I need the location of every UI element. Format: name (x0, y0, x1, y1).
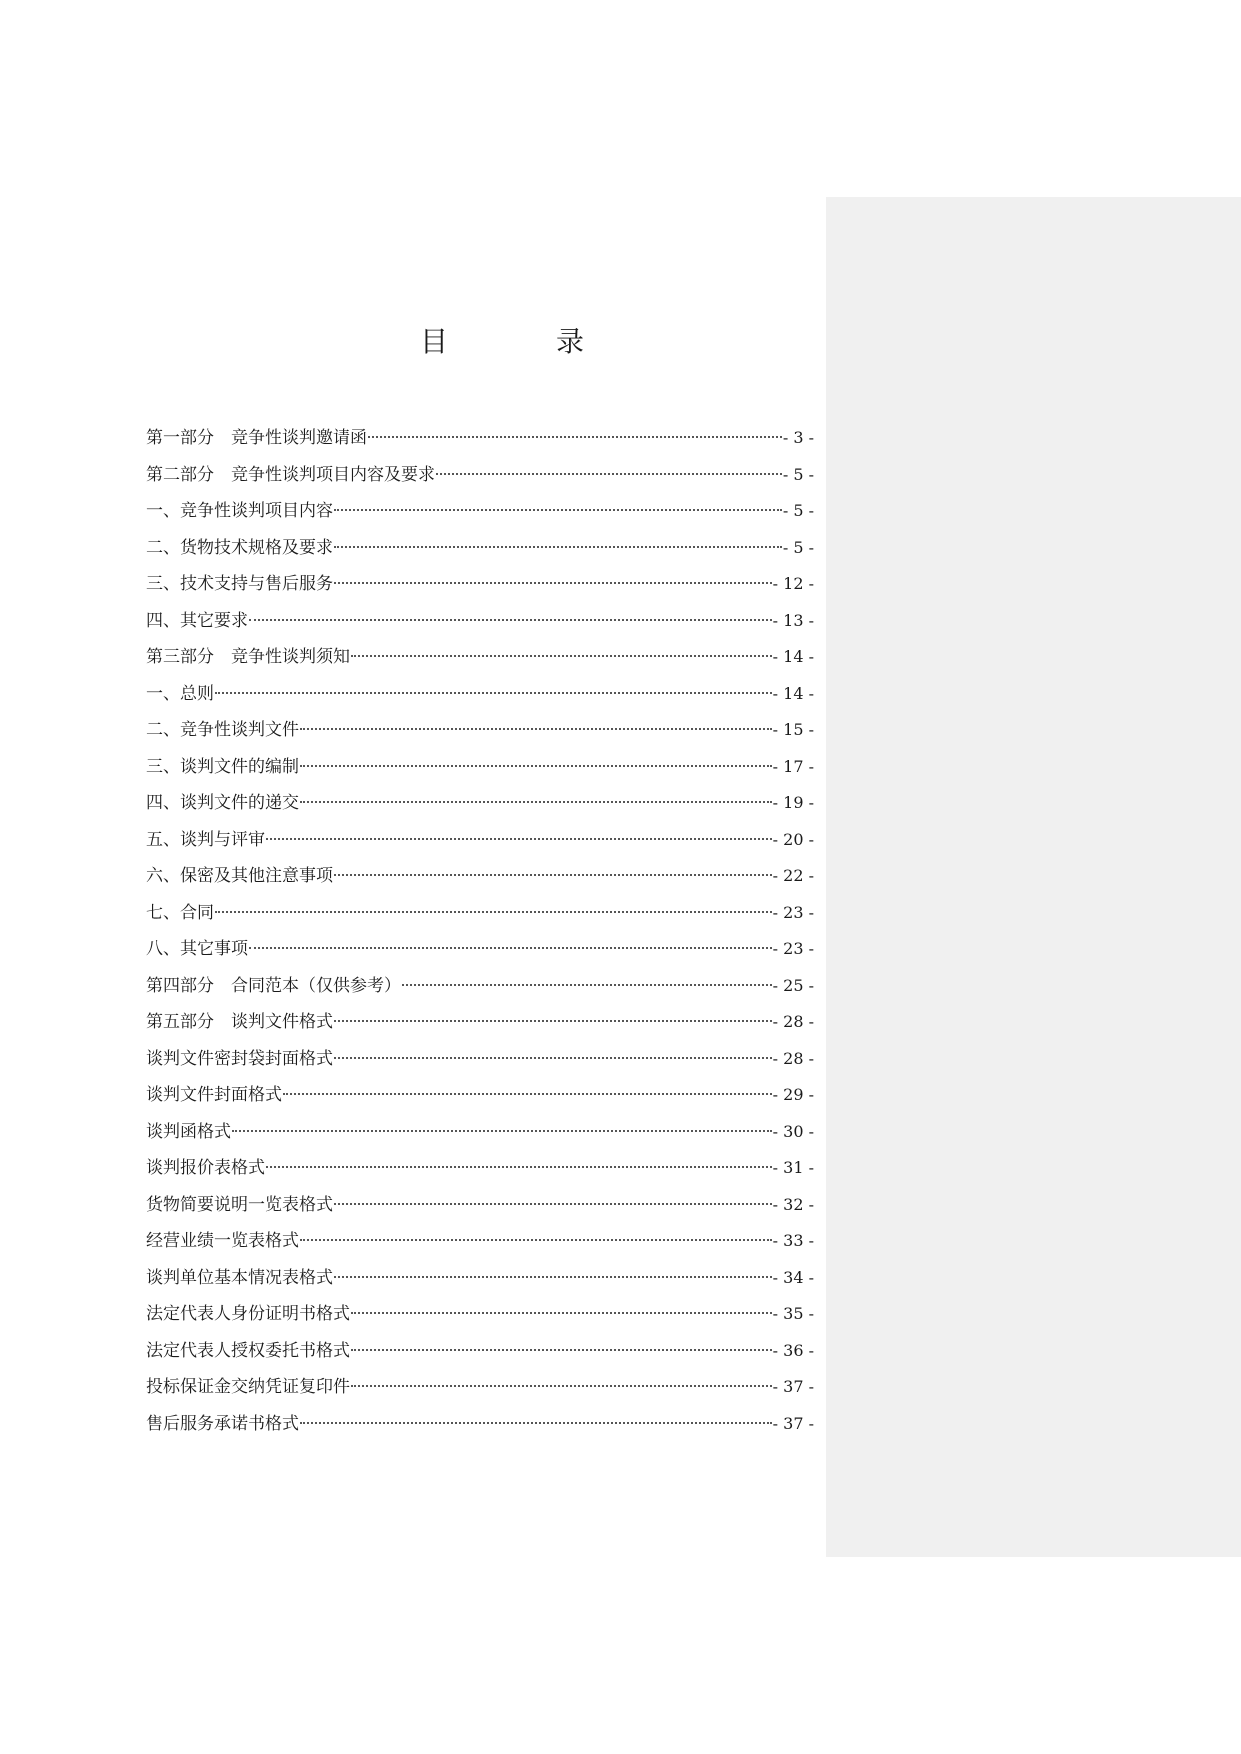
toc-entry-text: 一、竞争性谈判项目内容 (146, 501, 333, 521)
toc-entry-text: 三、技术支持与售后服务 (146, 574, 333, 594)
toc-entry-text: 一、总则 (146, 683, 214, 704)
toc-leader-dots (300, 765, 772, 767)
toc-entry[interactable] (146, 493, 814, 530)
toc-page-number: - 5 - (782, 501, 814, 520)
toc-entry[interactable] (146, 1296, 814, 1333)
toc-entry[interactable] (146, 895, 814, 932)
toc-entry-text: 三、谈判文件的编制 (146, 756, 299, 777)
toc-leader-dots (402, 984, 772, 986)
toc-entry-text: 八、其它事项 (146, 939, 248, 959)
toc-leader-dots (436, 473, 782, 475)
toc-entry-text: 投标保证金交纳凭证复印件 (146, 1377, 350, 1397)
toc-entry-text: 六、保密及其他注意事项 (146, 866, 333, 886)
toc-page-number: - 19 - (772, 793, 814, 812)
toc-page-number: - 34 - (772, 1267, 814, 1287)
toc-entry[interactable] (146, 530, 814, 567)
toc-leader-dots (249, 947, 772, 949)
toc-leader-dots (351, 1312, 772, 1314)
toc-title: 目 录 (420, 325, 625, 358)
toc-page-number: - 12 - (772, 574, 814, 593)
toc-leader-dots (215, 692, 772, 694)
toc-entry[interactable] (146, 566, 814, 603)
toc-entry[interactable] (146, 858, 814, 895)
toc-entry-text: 谈判文件密封袋封面格式 (146, 1048, 333, 1069)
toc-entry[interactable] (146, 1004, 814, 1041)
toc-leader-dots (300, 1239, 772, 1241)
toc-leader-dots (334, 546, 782, 548)
toc-entry-text: 第二部分 竞争性谈判项目内容及要求 (146, 464, 435, 485)
toc-leader-dots (300, 1422, 772, 1424)
toc-leader-dots (300, 728, 772, 730)
toc-page-number: - 28 - (772, 1048, 814, 1068)
toc-page-number: - 14 - (772, 647, 814, 666)
toc-entry-text: 经营业绩一览表格式 (146, 1231, 299, 1251)
toc-leader-dots (283, 1093, 772, 1095)
toc-entry[interactable] (146, 1150, 814, 1187)
toc-entry[interactable] (146, 1187, 814, 1224)
toc-page-number: - 25 - (772, 975, 814, 995)
toc-entry[interactable] (146, 1369, 814, 1406)
toc-entry[interactable] (146, 931, 814, 968)
toc-page-number: - 32 - (772, 1194, 814, 1214)
toc-leader-dots (300, 801, 772, 803)
toc-page-number: - 36 - (772, 1340, 814, 1360)
toc-page-number: - 20 - (772, 829, 814, 849)
toc-leader-dots (334, 1276, 772, 1278)
toc-entry-text: 第四部分 合同范本（仅供参考） (146, 975, 401, 996)
toc-entry[interactable] (146, 603, 814, 640)
toc-entry[interactable] (146, 1260, 814, 1297)
toc-entry[interactable] (146, 1077, 814, 1114)
toc-entry-text: 货物简要说明一览表格式 (146, 1194, 333, 1215)
toc-page-number: - 35 - (772, 1304, 814, 1323)
toc-leader-dots (351, 655, 772, 657)
toc-entry[interactable] (146, 1223, 814, 1260)
toc-entry[interactable] (146, 822, 814, 859)
toc-leader-dots (215, 911, 772, 913)
toc-leader-dots (334, 509, 782, 511)
toc-entry-text: 法定代表人授权委托书格式 (146, 1340, 350, 1361)
toc-entry[interactable] (146, 676, 814, 713)
toc-entry-text: 谈判单位基本情况表格式 (146, 1267, 333, 1288)
toc-entry-text: 第五部分 谈判文件格式 (146, 1012, 333, 1032)
toc-page-number: - 29 - (772, 1085, 814, 1104)
toc-entry[interactable] (146, 968, 814, 1005)
toc-page-number: - 37 - (772, 1413, 814, 1433)
toc-entry-text: 谈判报价表格式 (146, 1158, 265, 1178)
toc-entry-text: 第一部分 竞争性谈判邀请函 (146, 428, 367, 448)
table-of-contents (146, 420, 814, 1442)
toc-page-number: - 3 - (782, 428, 814, 447)
toc-entry[interactable] (146, 1406, 814, 1443)
toc-entry-text: 谈判文件封面格式 (146, 1085, 282, 1105)
toc-leader-dots (249, 619, 772, 621)
toc-leader-dots (334, 1057, 772, 1059)
toc-entry-text: 法定代表人身份证明书格式 (146, 1304, 350, 1324)
toc-entry[interactable] (146, 1114, 814, 1151)
comment-margin-pane (826, 197, 1241, 1557)
toc-leader-dots (351, 1385, 772, 1387)
toc-leader-dots (334, 582, 772, 584)
toc-entry-text: 七、合同 (146, 902, 214, 923)
toc-page-number: - 33 - (772, 1231, 814, 1250)
toc-entry[interactable] (146, 749, 814, 786)
toc-entry-text: 五、谈判与评审 (146, 829, 265, 850)
toc-page-number: - 22 - (772, 866, 814, 885)
toc-page-number: - 28 - (772, 1012, 814, 1031)
toc-leader-dots (334, 874, 772, 876)
toc-leader-dots (351, 1349, 772, 1351)
toc-entry-text: 第三部分 竞争性谈判须知 (146, 647, 350, 667)
toc-entry-text: 谈判函格式 (146, 1121, 231, 1142)
toc-page-number: - 5 - (782, 464, 814, 484)
toc-page-number: - 14 - (772, 683, 814, 703)
toc-page-number: - 31 - (772, 1158, 814, 1177)
toc-page-number: - 5 - (782, 537, 814, 557)
toc-entry-text: 售后服务承诺书格式 (146, 1413, 299, 1434)
toc-entry[interactable] (146, 420, 814, 457)
toc-entry[interactable] (146, 785, 814, 822)
toc-page-number: - 13 - (772, 610, 814, 630)
toc-entry-text: 二、货物技术规格及要求 (146, 537, 333, 558)
toc-leader-dots (266, 838, 772, 840)
toc-entry[interactable] (146, 457, 814, 494)
toc-leader-dots (334, 1203, 772, 1205)
toc-leader-dots (232, 1130, 772, 1132)
toc-page-number: - 30 - (772, 1121, 814, 1141)
toc-leader-dots (368, 436, 782, 438)
toc-page-number: - 23 - (772, 902, 814, 922)
toc-leader-dots (266, 1166, 772, 1168)
toc-entry[interactable] (146, 712, 814, 749)
toc-page-number: - 17 - (772, 756, 814, 776)
toc-entry-text: 四、谈判文件的递交 (146, 793, 299, 813)
toc-entry[interactable] (146, 1333, 814, 1370)
toc-entry-text: 四、其它要求 (146, 610, 248, 631)
toc-page-number: - 23 - (772, 939, 814, 958)
toc-page-number: - 37 - (772, 1377, 814, 1396)
toc-page-number: - 15 - (772, 720, 814, 739)
toc-entry[interactable] (146, 1041, 814, 1078)
toc-leader-dots (334, 1020, 772, 1022)
toc-entry[interactable] (146, 639, 814, 676)
toc-entry-text: 二、竞争性谈判文件 (146, 720, 299, 740)
